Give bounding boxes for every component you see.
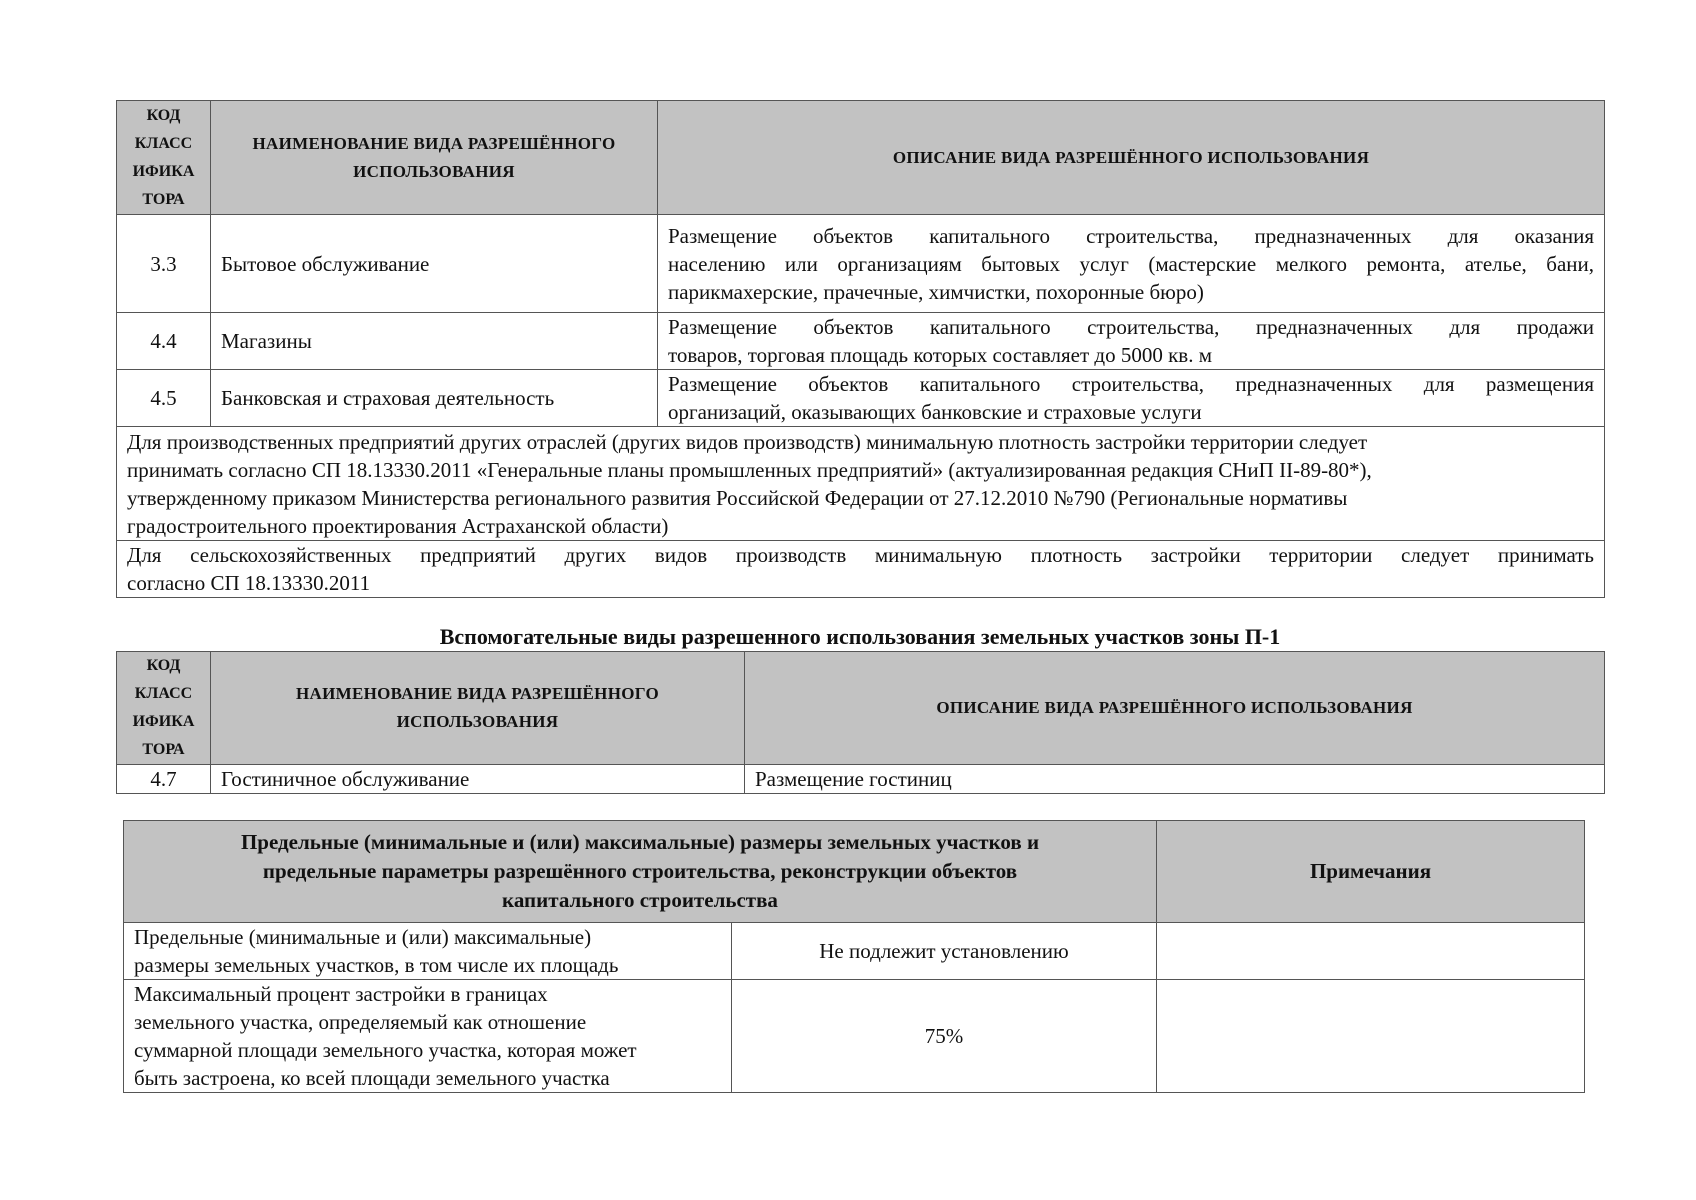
- parameter-value: 75%: [732, 980, 1157, 1093]
- parameter-label: Максимальный процент застройки в границах земельного участка, определяемый как отношение суммарной площади земельного участка, которая может быть застроена, ко всей площади земельного участка: [124, 980, 732, 1093]
- name-column-header: НАИМЕНОВАНИЕ ВИДА РАЗРЕШЁННОГО ИСПОЛЬЗОВАНИЯ: [211, 101, 658, 215]
- parameters-table: [123, 820, 1585, 1093]
- parameter-value: Не подлежит установлению: [732, 923, 1157, 980]
- agricultural-density-note: Для сельскохозяйственных предприятий других видов производств минимальную плотность застройки территории следует принимать согласно СП 18.13330.2011: [117, 541, 1605, 598]
- table-header-row: [117, 652, 1605, 765]
- use-description: Размещение объектов капитального строительства, предназначенных для размещения организаций, оказывающих банковские и страховые услуги: [658, 370, 1605, 427]
- table-header-row: [117, 101, 1605, 215]
- note-row: [117, 541, 1605, 598]
- main-uses-table: [116, 100, 1605, 598]
- parameters-column-header: Предельные (минимальные и (или) максимальные) размеры земельных участков и предельные параметры разрешённого строительства, реконструкции объектов капитального строительства: [124, 821, 1157, 923]
- use-code: 4.7: [117, 765, 211, 794]
- note-row: [117, 427, 1605, 541]
- use-code: 4.5: [117, 370, 211, 427]
- table-row: [124, 980, 1585, 1093]
- use-description: Размещение объектов капитального строительства, предназначенных для оказания населению или организациям бытовых услуг (мастерские мелкого ремонта, ателье, бани, парикмахерские, прачечные, химчистки, похоронные бюро): [658, 215, 1605, 313]
- table-row: [117, 765, 1605, 794]
- use-code: 3.3: [117, 215, 211, 313]
- use-name: Гостиничное обслуживание: [211, 765, 745, 794]
- parameter-label: Предельные (минимальные и (или) максимальные) размеры земельных участков, в том числе их площадь: [124, 923, 732, 980]
- table-header-row: [124, 821, 1585, 923]
- auxiliary-uses-heading: Вспомогательные виды разрешенного использования земельных участков зоны П-1: [439, 624, 1281, 649]
- use-name: Магазины: [211, 313, 658, 370]
- parameter-note: [1157, 980, 1585, 1093]
- parameter-note: [1157, 923, 1585, 980]
- table-row: [124, 923, 1585, 980]
- use-description: Размещение объектов капитального строительства, предназначенных для продажи товаров, торговая площадь которых составляет до 5000 кв. м: [658, 313, 1605, 370]
- use-code: 4.4: [117, 313, 211, 370]
- description-column-header: ОПИСАНИЕ ВИДА РАЗРЕШЁННОГО ИСПОЛЬЗОВАНИЯ: [658, 101, 1605, 215]
- code-column-header: КОД КЛАСС ИФИКА ТОРА: [117, 652, 211, 765]
- description-column-header: ОПИСАНИЕ ВИДА РАЗРЕШЁННОГО ИСПОЛЬЗОВАНИЯ: [745, 652, 1605, 765]
- use-name: Бытовое обслуживание: [211, 215, 658, 313]
- auxiliary-uses-table: [116, 651, 1605, 794]
- code-column-header: КОД КЛАСС ИФИКА ТОРА: [117, 101, 211, 215]
- use-name: Банковская и страховая деятельность: [211, 370, 658, 427]
- notes-column-header: Примечания: [1157, 821, 1585, 923]
- production-density-note: Для производственных предприятий других отраслей (других видов производств) минимальную плотность застройки территории следует принимать согласно СП 18.13330.2011 «Генеральные планы промышленных предприятий» (актуализированная редакция СНиП II-89-80*), утвержденному приказом Министерства регионального развития Российской Федерации от 27.12.2010 №790 (Региональные нормативы градостроительного проектирования Астраханской области): [117, 427, 1605, 541]
- table-row: [117, 215, 1605, 313]
- use-description: Размещение гостиниц: [745, 765, 1605, 794]
- table-row: [117, 370, 1605, 427]
- table-row: [117, 313, 1605, 370]
- name-column-header: НАИМЕНОВАНИЕ ВИДА РАЗРЕШЁННОГО ИСПОЛЬЗОВАНИЯ: [211, 652, 745, 765]
